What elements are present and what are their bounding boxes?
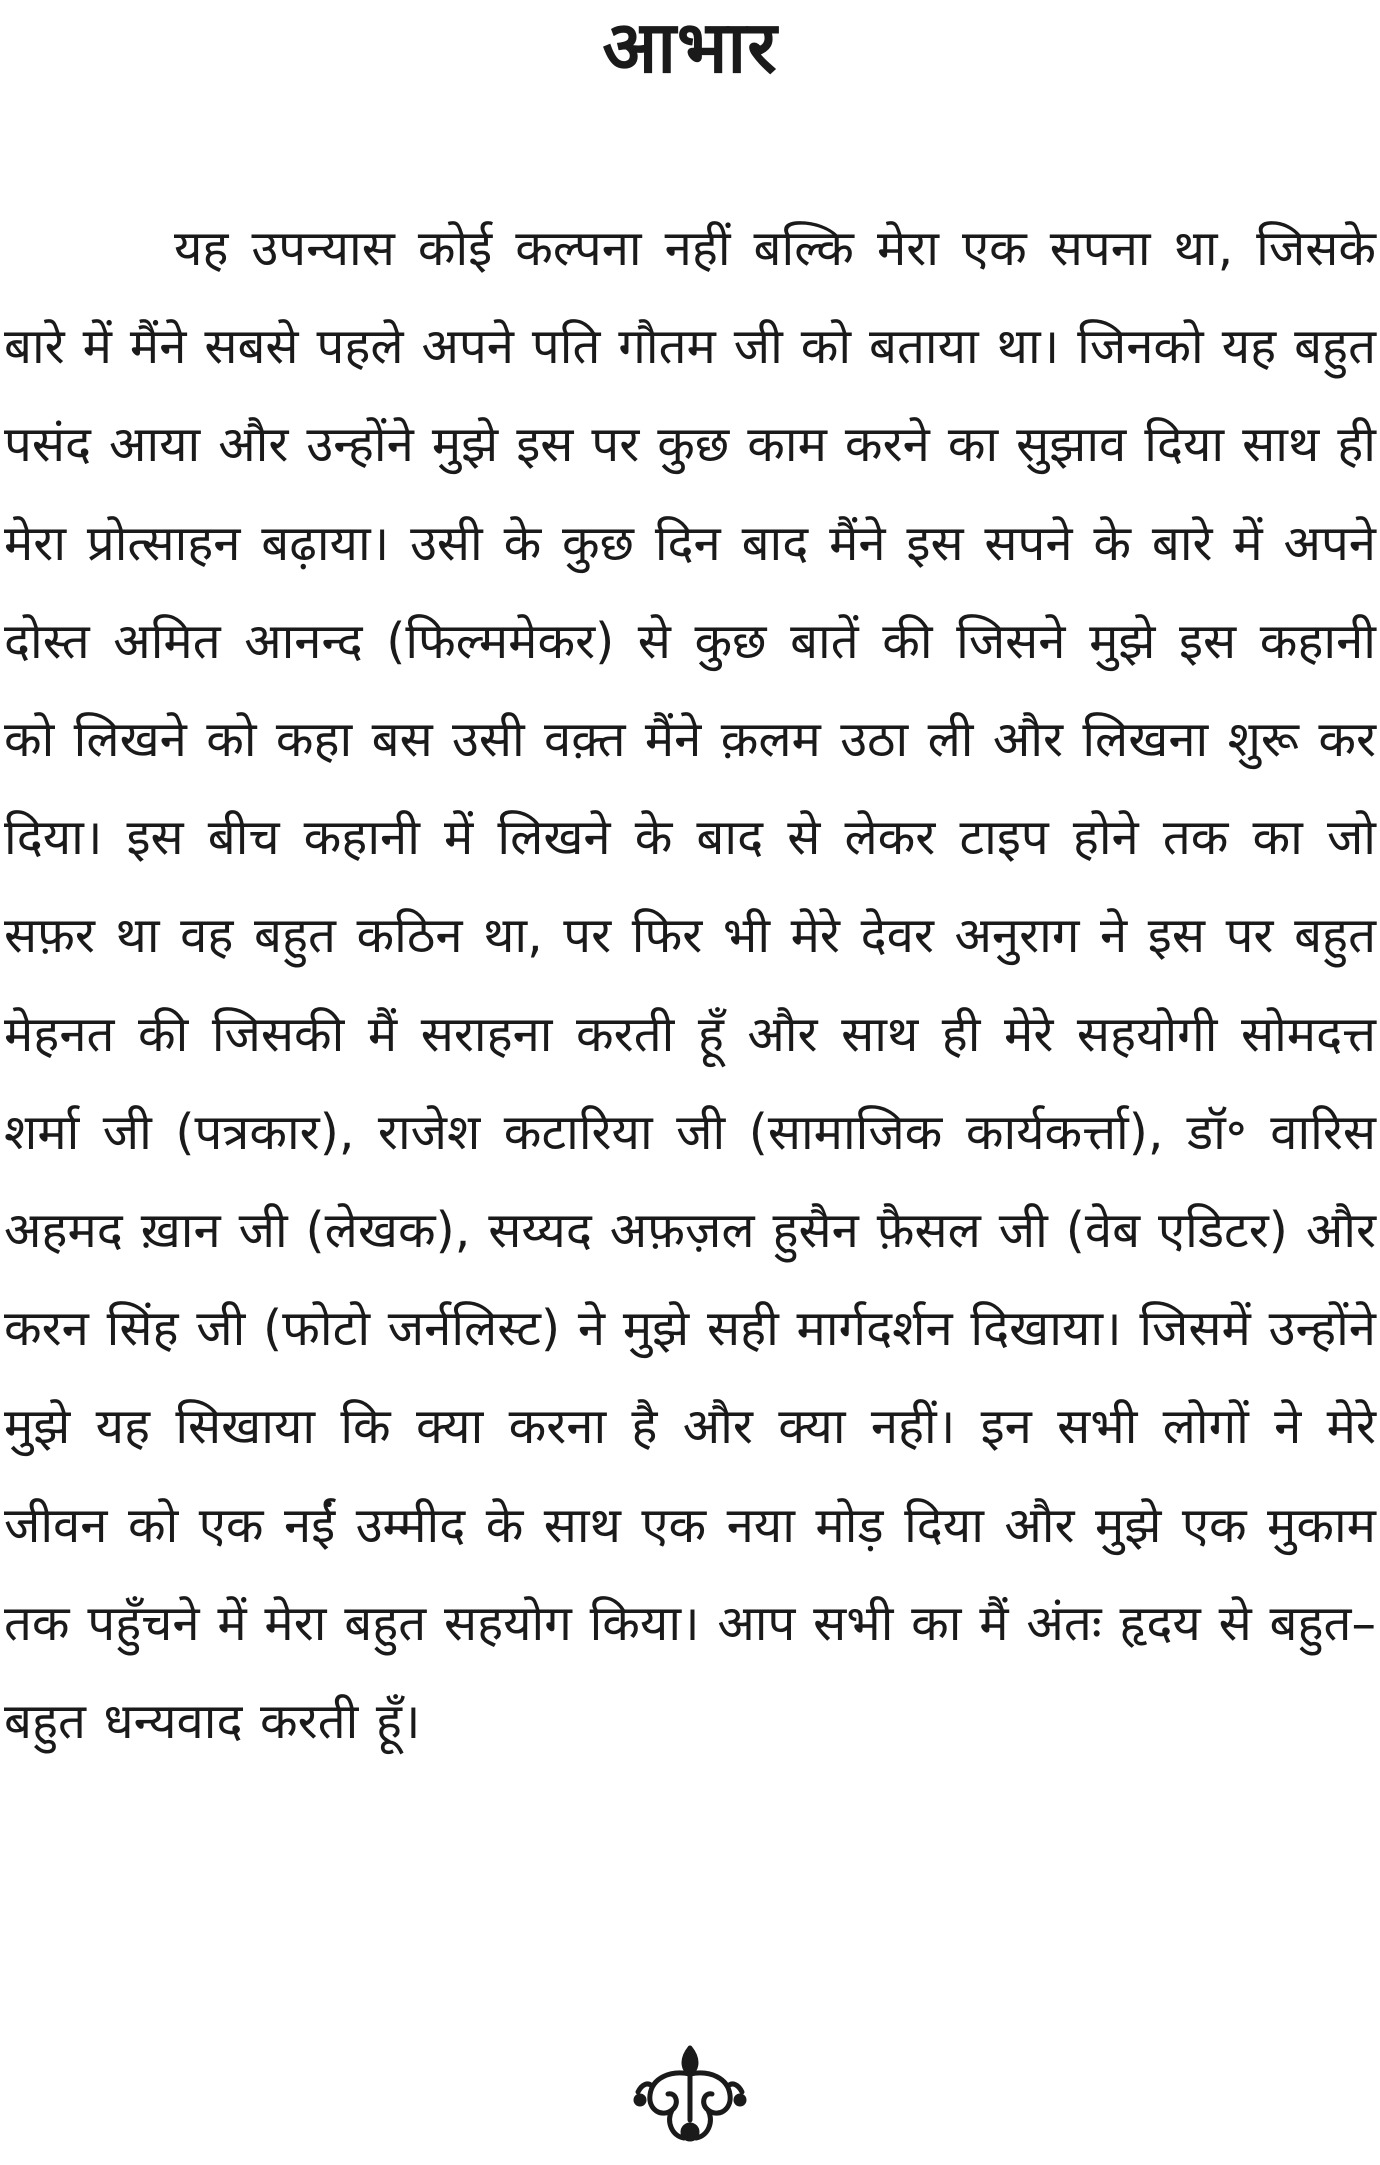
floral-ornament-icon [630,2040,750,2150]
acknowledgement-paragraph: यह उपन्यास कोई कल्पना नहीं बल्कि मेरा एक सपना था, जिसके बारे में मैंने सबसे पहले अपने पति गौतम जी को बताया था। जिनको यह बहुत पसंद आया और उन्होंने मुझे इस पर कुछ काम करने का सुझाव दिया साथ ही मेरा प्रोत्साहन बढ़ाया। उसी के कुछ दिन बाद मैंने इस सपने के बारे में अपने दोस्त अमित आनन्द (फिल्ममेकर) से कुछ बातें की जिसने मुझे इस कहानी को लिखने को कहा बस उसी वक़्त मैंने क़लम उठा ली और लिखना शुरू कर दिया। इस बीच कहानी में लिखने के बाद से लेकर टाइप होने तक का जो सफ़र था वह बहुत कठिन था, पर फिर भी मेरे देवर अनुराग ने इस पर बहुत मेहनत की जिसकी मैं सराहना करती हूँ और साथ ही मेरे सहयोगी सोमदत्त शर्मा जी (पत्रकार), राजेश कटारिया जी (सामाजिक कार्यकर्त्ता), डॉ॰ वारिस अहमद ख़ान जी (लेखक), सय्यद अफ़ज़ल हुसैन फ़ैसल जी (वेब एडिटर) और करन सिंह जी (फोटो जर्नलिस्ट) ने मुझे सही मार्गदर्शन दिखाया। जिसमें उन्होंने मुझे यह सिखाया कि क्या करना है और क्या नहीं। इन सभी लोगों ने मेरे जीवन को एक नईं उम्मीद के साथ एक नया मोड़ दिया और मुझे एक मुकाम तक पहुँचने में मेरा बहुत सहयोग किया। आप सभी का मैं अंतः हृदय से बहुत–बहुत धन्यवाद करती हूँ। [4,220,1376,1751]
page-title: आभार [602,5,778,89]
